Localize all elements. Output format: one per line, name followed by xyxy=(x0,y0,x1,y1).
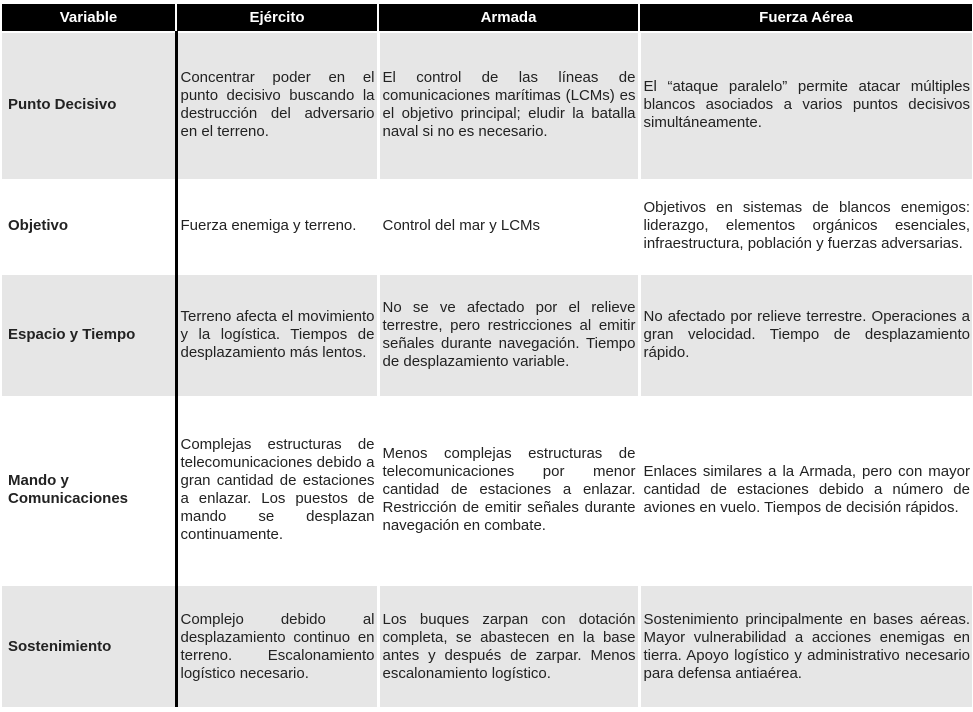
cell-armada: Control del mar y LCMs xyxy=(378,178,639,274)
table-row xyxy=(2,274,972,395)
table-row xyxy=(2,395,972,585)
cell-fuerza-aerea: Objetivos en sistemas de blancos enemigos: liderazgo, elementos orgánicos esenciales, infraestructura, población y fuerzas adversarias. xyxy=(639,178,972,274)
row-variable: Espacio y Tiempo xyxy=(2,274,176,395)
row-variable: Objetivo xyxy=(2,178,176,274)
cell-ejercito: Fuerza enemiga y terreno. xyxy=(176,178,378,274)
cell-armada: Los buques zarpan con dotación completa, se abastecen en la base antes y después de zarpar. Menos escalonamiento logístico. xyxy=(378,585,639,707)
header-ejercito: Ejército xyxy=(176,4,378,32)
header-fuerza-aerea: Fuerza Aérea xyxy=(639,4,972,32)
table-row xyxy=(2,32,972,178)
table-row xyxy=(2,585,972,707)
cell-ejercito: Complejo debido al desplazamiento continuo en terreno. Escalonamiento logístico necesario. xyxy=(176,585,378,707)
cell-fuerza-aerea: Sostenimiento principalmente en bases aéreas. Mayor vulnerabilidad a acciones enemigas en tierra. Apoyo logístico y administrativo necesario para defensa antiaérea. xyxy=(639,585,972,707)
cell-fuerza-aerea: Enlaces similares a la Armada, pero con mayor cantidad de estaciones debido a número de aviones en vuelo. Tiempos de decisión rápidos. xyxy=(639,395,972,585)
cell-ejercito: Complejas estructuras de telecomunicaciones debido a gran cantidad de estaciones a enlazar. Los puestos de mando se desplazan continuamente. xyxy=(176,395,378,585)
cell-armada: Menos complejas estructuras de telecomunicaciones por menor cantidad de estaciones a enlazar. Restricción de emitir señales durante navegación en combate. xyxy=(378,395,639,585)
row-variable: Mando y Comunicaciones xyxy=(2,395,176,585)
cell-fuerza-aerea: El “ataque paralelo” permite atacar múltiples blancos asociados a varios puntos decisivos simultáneamente. xyxy=(639,32,972,178)
cell-ejercito: Concentrar poder en el punto decisivo buscando la destrucción del adversario en el terreno. xyxy=(176,32,378,178)
header-armada: Armada xyxy=(378,4,639,32)
row-variable: Punto Decisivo xyxy=(2,32,176,178)
cell-ejercito: Terreno afecta el movimiento y la logística. Tiempos de desplazamiento más lentos. xyxy=(176,274,378,395)
header-variable: Variable xyxy=(2,4,176,32)
comparison-table xyxy=(2,4,972,707)
row-variable: Sostenimiento xyxy=(2,585,176,707)
cell-fuerza-aerea: No afectado por relieve terrestre. Operaciones a gran velocidad. Tiempo de desplazamiento rápido. xyxy=(639,274,972,395)
table-row xyxy=(2,178,972,274)
cell-armada: No se ve afectado por el relieve terrestre, pero restricciones al emitir señales durante navegación. Tiempo de desplazamiento variable. xyxy=(378,274,639,395)
cell-armada: El control de las líneas de comunicaciones marítimas (LCMs) es el objetivo principal; eludir la batalla naval si no es necesario. xyxy=(378,32,639,178)
header-row xyxy=(2,4,972,32)
